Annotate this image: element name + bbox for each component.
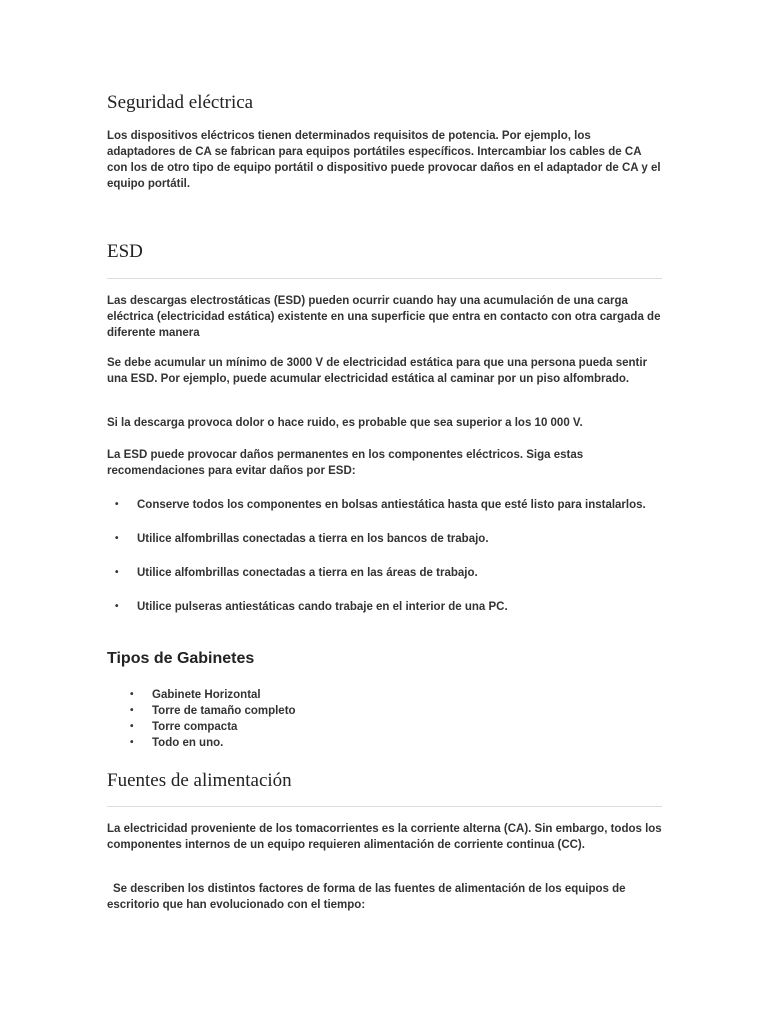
paragraph-esd-definition: Las descargas electrostáticas (ESD) pueden ocurrir cuando hay una acumulación de una carga eléctrica (electricidad estática) existente en una superficie que entra en contacto con otra cargada de diferente manera — [107, 295, 661, 339]
heading-seguridad-electrica: Seguridad eléctrica — [107, 92, 254, 113]
list-item — [107, 599, 662, 615]
list-item — [107, 531, 662, 547]
paragraph-seguridad-electrica: Los dispositivos eléctricos tienen determinados requisitos de potencia. Por ejemplo, los adaptadores de CA se fabrican para equipos portátiles específicos. Intercambiar los cables de CA con los de otro tipo de equipo portátil o dispositivo puede provocar daños en el adaptador de CA y el equipo portátil. — [107, 130, 661, 190]
list-item — [107, 719, 662, 735]
paragraph-fuentes-corriente: La electricidad proveniente de los tomacorrientes es la corriente alterna (CA). Sin embargo, todos los componentes internos de un equipo requieren alimentación de corriente continua (CC). — [107, 823, 662, 851]
heading-tipos-de-gabinetes: Tipos de Gabinetes — [107, 650, 255, 667]
bullet-icon: • — [130, 705, 134, 716]
list-item — [107, 497, 662, 513]
bullet-icon: • — [115, 567, 119, 578]
paragraph-esd-voltage: Se debe acumular un mínimo de 3000 V de electricidad estática para que una persona pueda sentir una ESD. Por ejemplo, puede acumular electricidad estática al caminar por un piso alfombrado. — [107, 357, 648, 385]
divider-esd — [107, 278, 662, 279]
paragraph-fuentes-factores: Se describen los distintos factores de forma de las fuentes de alimentación de los equipos de escritorio que han evolucionado con el tiempo: — [107, 883, 626, 911]
heading-esd: ESD — [107, 241, 143, 262]
bullet-icon: • — [115, 499, 119, 510]
list-item-text: Utilice pulseras antiestáticas cando trabaje en el interior de una PC. — [137, 601, 508, 613]
list-item-text: Torre compacta — [152, 721, 238, 733]
list-item-text: Conserve todos los componentes en bolsas antiestática hasta que esté listo para instalarlos. — [137, 499, 646, 511]
list-item — [107, 703, 662, 719]
list-item-text: Utilice alfombrillas conectadas a tierra en los bancos de trabajo. — [137, 533, 489, 545]
divider-fuentes — [107, 806, 662, 807]
bullet-icon: • — [115, 601, 119, 612]
gabinetes-list — [107, 687, 662, 751]
list-item — [107, 565, 662, 581]
paragraph-esd-recommendations-intro: La ESD puede provocar daños permanentes en los componentes eléctricos. Siga estas recomendaciones para evitar daños por ESD: — [107, 449, 584, 477]
list-item-text: Todo en uno. — [152, 737, 224, 749]
list-item-text: Gabinete Horizontal — [152, 689, 261, 701]
heading-fuentes-de-alimentacion: Fuentes de alimentación — [107, 770, 292, 791]
list-item — [107, 687, 662, 703]
paragraph-esd-pain: Si la descarga provoca dolor o hace ruido, es probable que sea superior a los 10 000 V. — [107, 417, 583, 429]
esd-recommendations-list — [107, 497, 662, 633]
list-item — [107, 735, 662, 751]
bullet-icon: • — [130, 737, 134, 748]
list-item-text: Utilice alfombrillas conectadas a tierra en las áreas de trabajo. — [137, 567, 478, 579]
bullet-icon: • — [130, 721, 134, 732]
list-item-text: Torre de tamaño completo — [152, 705, 296, 717]
bullet-icon: • — [115, 533, 119, 544]
bullet-icon: • — [130, 689, 134, 700]
